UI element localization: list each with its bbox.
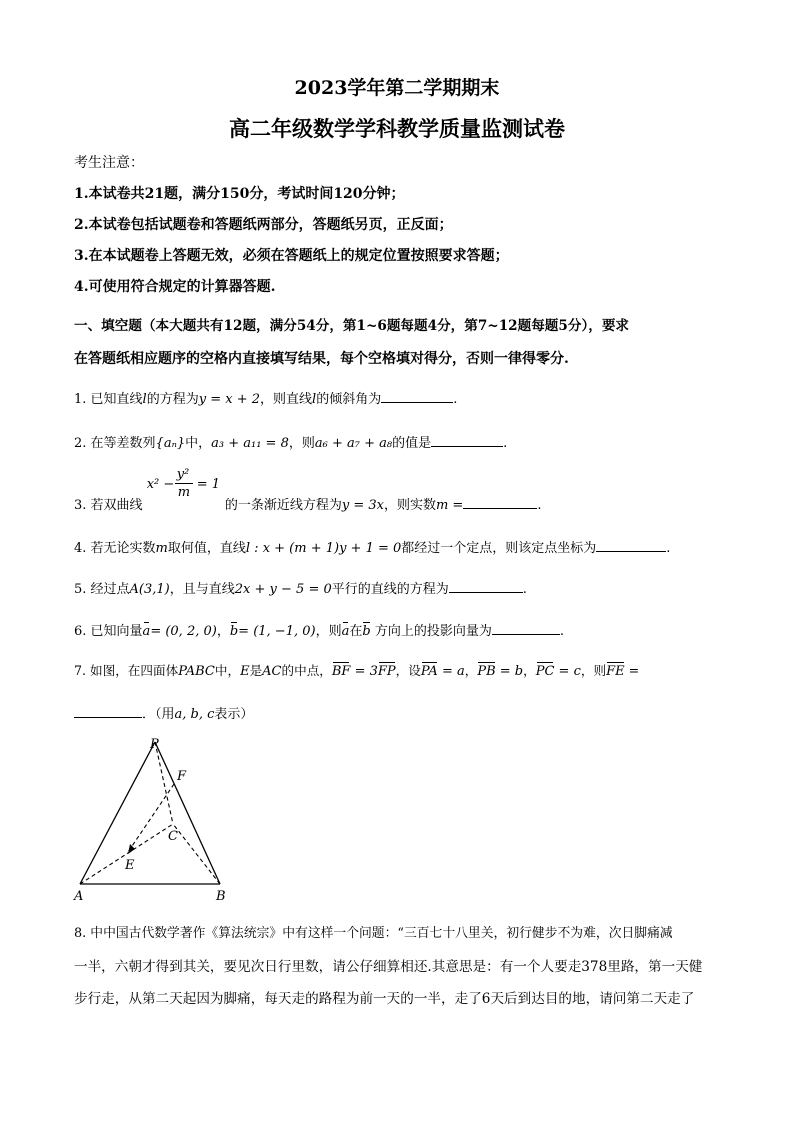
edge-AC [80, 824, 173, 884]
question-8-line1: 8. 中中国古代数学著作《算法统宗》中有这样一个问题：“三百七十八里关，初行健步不为难，次日脚痛减 [74, 926, 673, 941]
answer-blank-2[interactable] [431, 433, 503, 447]
answer-blank-7[interactable] [74, 704, 142, 718]
answer-blank-4[interactable] [596, 538, 666, 552]
q5-line-equation: 2x + y − 5 = 0 [234, 582, 332, 597]
label-E: E [125, 858, 135, 873]
label-P: P [150, 737, 159, 752]
edge-PA [80, 742, 155, 884]
section-1-intro-line2: 在答题纸相应题序的空格内直接填写结果，每个空格填对得分，否则一律得零分. [74, 351, 569, 367]
label-F: F [177, 769, 187, 784]
answer-blank-6[interactable] [492, 621, 560, 635]
q5-point: A(3,1) [129, 582, 170, 597]
question-6: 6. 已知向量a= (0, 2, 0)，b= (1, −1, 0)，则a在b 方向上的投影向量为 . [74, 620, 564, 639]
question-3: 3. 若双曲线 x² − y² m = 1 的一条渐近线方程为y = 3x，则实数m = . [74, 467, 542, 513]
notice-item-3: 3.在本试题卷上答题无效，必须在答题纸上的规定位置按照要求答题； [74, 248, 509, 264]
question-7: 7. 如图，在四面体PABC中，E是AC的中点，BF = 3FP，设PA = a，PB = b，PC = c，则FE = [74, 663, 640, 679]
arrow-head [128, 844, 135, 854]
notice-item-1: 1.本试卷共21题，满分150分，考试时间120分钟； [74, 186, 405, 202]
q2-condition: a₃ + a₁₁ = 8 [211, 436, 289, 451]
question-2: 2. 在等差数列{aₙ}中，a₃ + a₁₁ = 8，则a₆ + a₇ + a₈的值是 . [74, 432, 507, 451]
question-1: 1. 已知直线l的方程为y = x + 2，则直线l的倾斜角为 . [74, 388, 457, 407]
q3-asymptote: y = 3x [341, 498, 384, 513]
q2-sequence: {aₙ} [155, 436, 186, 451]
fraction-bar [175, 483, 193, 484]
question-8-line3: 步行走，从第二天起因为脚痛，每天走的路程为前一天的一半，走了6天后到达目的地，请问第二天走了 [74, 991, 695, 1007]
label-A: A [74, 889, 84, 904]
q4-line-equation: l : x + (m + 1)y + 1 = 0 [245, 541, 402, 556]
question-7-line2: ．（用a, b, c表示） [74, 703, 253, 722]
answer-blank-1[interactable] [381, 389, 453, 403]
label-B: B [216, 889, 226, 904]
notice-heading: 考生注意： [74, 155, 144, 171]
exam-title-line1: 2023学年第二学期期末 [294, 77, 500, 99]
answer-blank-3[interactable] [463, 495, 537, 509]
q3-hyperbola-equation: x² − y² m = 1 [146, 467, 220, 500]
question-8-line2: 一半，六朝才得到其关，要见次日行里数，请公仔细算相还.其意思是：有一个人要走378里路，第一天健 [74, 959, 703, 975]
exam-title-line2: 高二年级数学学科教学质量监测试卷 [229, 116, 565, 141]
answer-blank-5[interactable] [449, 579, 523, 593]
q2-expression: a₆ + a₇ + a₈ [314, 436, 393, 451]
edge-PB [155, 742, 220, 884]
label-C: C [168, 829, 178, 844]
edge-PC [155, 742, 173, 824]
notice-item-4: 4.可使用符合规定的计算器答题. [74, 279, 276, 295]
tetrahedron-figure [70, 732, 240, 907]
question-5: 5. 经过点A(3,1)，且与直线2x + y − 5 = 0平行的直线的方程为 . [74, 578, 527, 597]
question-4: 4. 若无论实数m取何值，直线l : x + (m + 1)y + 1 = 0都经过一个定点，则该定点坐标为 . [74, 537, 670, 556]
notice-item-2: 2.本试卷包括试题卷和答题纸两部分，答题纸另页，正反面； [74, 217, 453, 233]
q1-line-equation: y = x + 2 [198, 392, 260, 407]
section-1-intro-line1: 一、填空题（本大题共有12题，满分54分，第1~6题每题4分，第7~12题每题5分），要求 [74, 318, 630, 334]
